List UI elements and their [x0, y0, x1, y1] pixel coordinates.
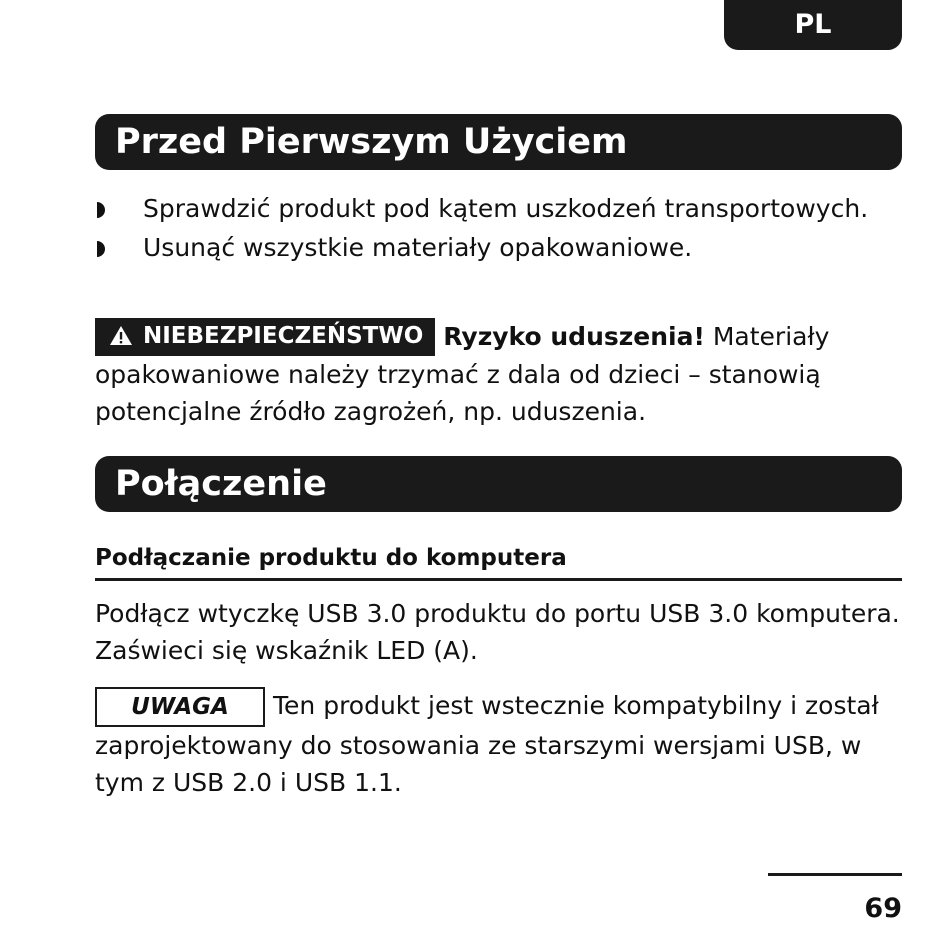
danger-label [95, 318, 435, 356]
danger-headline: Ryzyko uduszenia! [443, 322, 705, 351]
bullet-list [95, 191, 895, 269]
half-circle-bullet-icon [97, 241, 109, 257]
page-number: 69 [864, 893, 902, 924]
warning-triangle-icon [109, 325, 133, 346]
note-text: Ten produkt jest wstecznie kompatybilny i został zaprojektowany do stosowania ze starszymi wersjami USB, w tym z USB 2.0 i USB 1.1. [95, 691, 879, 797]
danger-notice [95, 318, 905, 430]
note-notice [95, 687, 905, 801]
danger-text: Materiały opakowaniowe należy trzymać z dala od dzieci – stanowią potencjalne źródło zagrożeń, np. uduszenia. [95, 322, 830, 426]
footer-divider [768, 873, 902, 876]
list-item [95, 230, 895, 266]
list-item-text: Usunąć wszystkie materiały opakowaniowe. [143, 233, 693, 262]
section-title-before-first-use: Przed Pierwszym Użyciem [95, 114, 902, 170]
note-label: UWAGA [95, 687, 265, 727]
danger-label-text: NIEBEZPIECZEŃSTWO [143, 323, 424, 349]
paragraph: Podłącz wtyczkę USB 3.0 produktu do portu USB 3.0 komputera. Zaświeci się wskaźnik LED (A). [95, 599, 900, 665]
half-circle-bullet-icon [97, 202, 109, 218]
section-title-connection: Połączenie [95, 456, 902, 512]
subheading: Podłączanie produktu do komputera [95, 540, 902, 581]
language-tab: PL [724, 0, 902, 50]
list-item-text: Sprawdzić produkt pod kątem uszkodzeń transportowych. [143, 194, 869, 223]
list-item [95, 191, 895, 227]
